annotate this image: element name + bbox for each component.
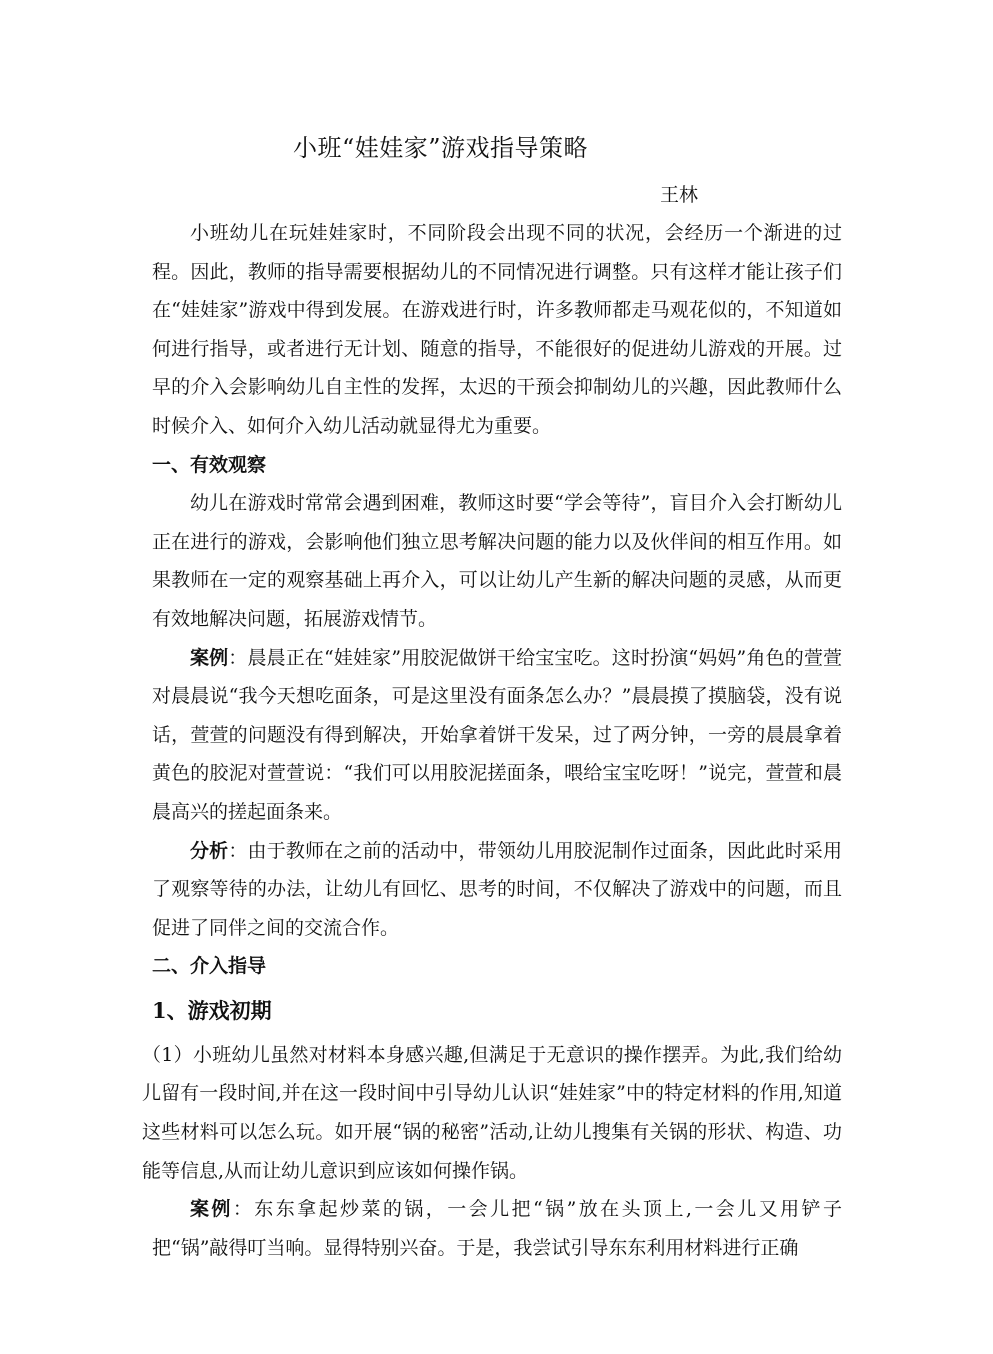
- case-text: ：晨晨正在“娃娃家”用胶泥做饼干给宝宝吃。这时扮演“妈妈”角色的萱萱对晨晨说“我今天想吃面条，可是这里没有面条怎么办？”晨晨摸了摸脑袋，没有说话，萱萱的问题没有得到解决，开始拿着饼干发呆，过了两分钟，一旁的晨晨拿着黄色的胶泥对萱萱说：“我们可以用胶泥搓面条，喂给宝宝吃呀！”说完，萱萱和晨晨高兴的搓起面条来。: [152, 646, 842, 823]
- document-title: 小班“娃娃家”游戏指导策略: [292, 134, 589, 162]
- case-paragraph-1: [152, 639, 842, 832]
- intro-paragraph: 小班幼儿在玩娃娃家时，不同阶段会出现不同的状况，会经历一个渐进的过程。因此，教师的指导需要根据幼儿的不同情况进行调整。只有这样才能让孩子们在“娃娃家”游戏中得到发展。在游戏进行时，许多教师都走马观花似的，不知道如何进行指导，或者进行无计划、随意的指导，不能很好的促进幼儿游戏的开展。过早的介入会影响幼儿自主性的发挥，太迟的干预会抑制幼儿的兴趣，因此教师什么时候介入、如何介入幼儿活动就显得尤为重要。: [152, 222, 842, 437]
- analysis-label: 分析: [190, 839, 229, 862]
- analysis-paragraph: [152, 832, 842, 948]
- case-text-2: ：东东拿起炒菜的锅，一会儿把“锅”放在头顶上,一会儿又用铲子把“锅”敲得叮当响。显得特别兴奋。于是，我尝试引导东东利用材料进行正确: [152, 1198, 842, 1259]
- case-label-2: 案例: [190, 1198, 233, 1221]
- subsection-heading-early-stage: 1、游戏初期: [152, 997, 272, 1023]
- case-label: 案例: [190, 646, 229, 669]
- case-paragraph-2: [152, 1190, 842, 1267]
- section-heading-intervention: 二、介入指导: [152, 955, 267, 978]
- observation-paragraph: 幼儿在游戏时常常会遇到困难，教师这时要“学会等待”，盲目介入会打断幼儿正在进行的游戏，会影响他们独立思考解决问题的能力以及伙伴间的相互作用。如果教师在一定的观察基础上再介入，可以让幼儿产生新的解决问题的灵感，从而更有效地解决问题，拓展游戏情节。: [152, 492, 842, 630]
- analysis-text: ：由于教师在之前的活动中，带领幼儿用胶泥制作过面条，因此此时采用了观察等待的办法，让幼儿有回忆、思考的时间，不仅解决了游戏中的问题，而且促进了同伴之间的交流合作。: [152, 839, 842, 939]
- section-heading-observation: 一、有效观察: [152, 453, 267, 476]
- document-body: [142, 214, 842, 1267]
- early-stage-paragraph: （1）小班幼儿虽然对材料本身感兴趣,但满足于无意识的操作摆弄。为此,我们给幼儿留有一段时间,并在这一段时间中引导幼儿认识“娃娃家”中的特定材料的作用,知道这些材料可以怎么玩。如开展“锅的秘密”活动,让幼儿搜集有关锅的形状、构造、功能等信息,从而让幼儿意识到应该如何操作锅。: [142, 1043, 842, 1182]
- document-author: 王林: [660, 184, 699, 206]
